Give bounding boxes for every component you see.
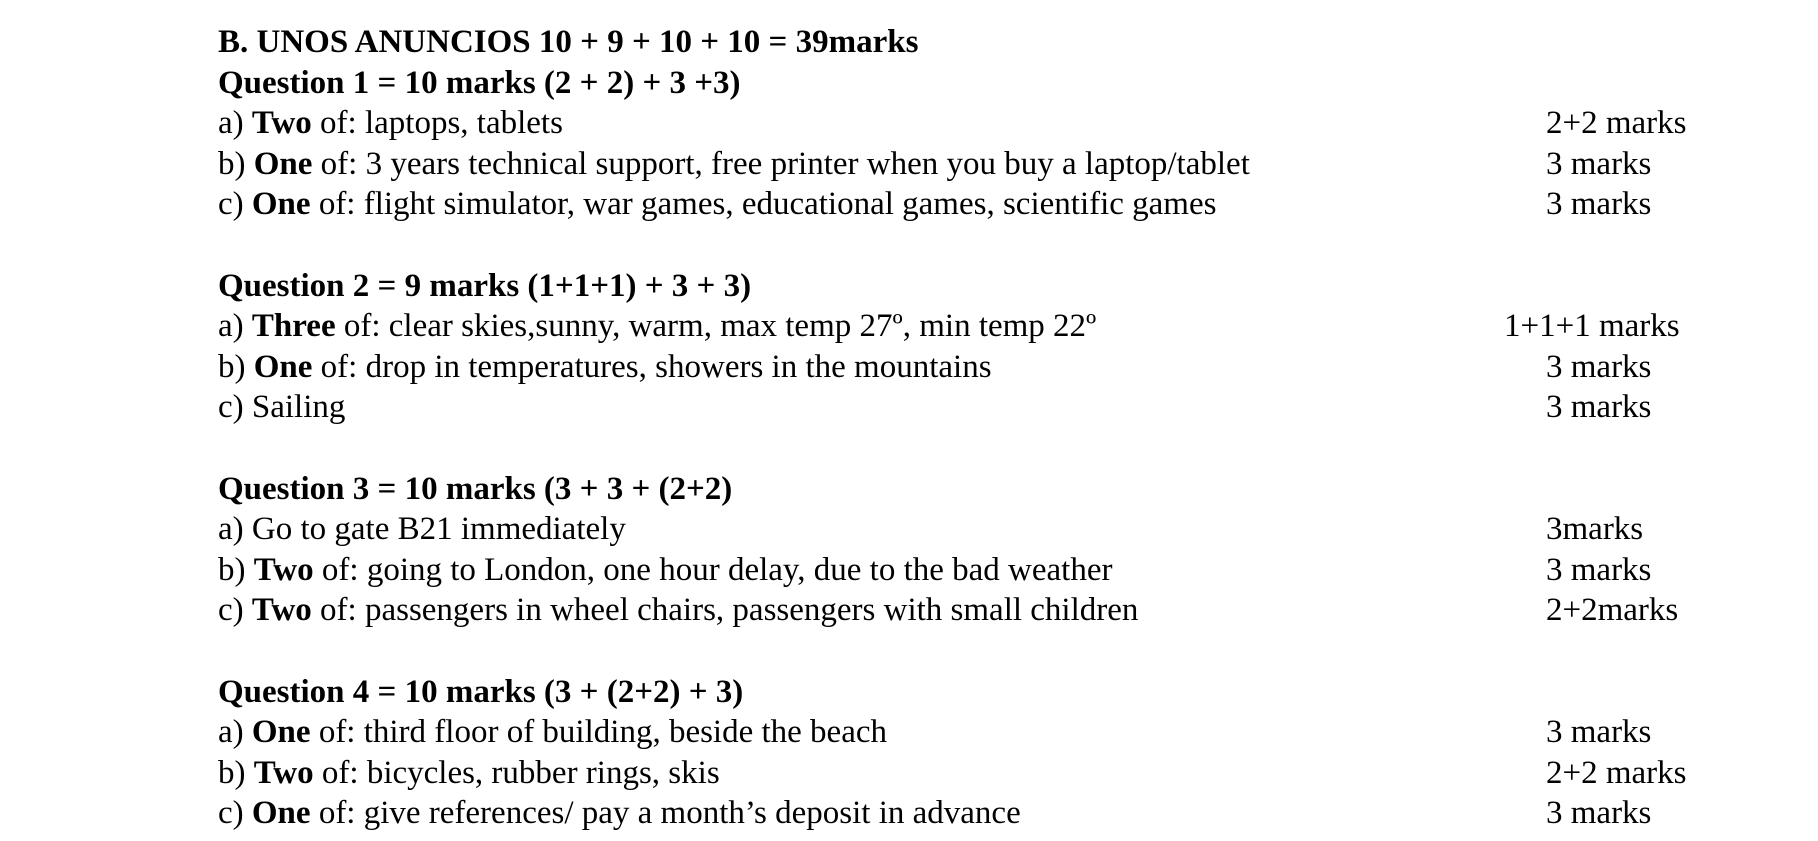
item-count: One bbox=[253, 348, 313, 385]
item-count: Two bbox=[253, 754, 314, 791]
item-prefix: c) bbox=[218, 795, 252, 832]
item-text: of: drop in temperatures, showers in the mountains bbox=[312, 348, 992, 385]
question-3-item-a bbox=[218, 509, 1698, 550]
item-marks: 3 marks bbox=[1546, 551, 1652, 588]
item-count: Two bbox=[251, 105, 312, 142]
item-prefix: b) bbox=[218, 754, 254, 791]
item-marks: 3 marks bbox=[1546, 714, 1652, 751]
item-count: Two bbox=[251, 592, 312, 629]
item-marks: 2+2 marks bbox=[1546, 105, 1687, 142]
item-count: One bbox=[253, 145, 313, 182]
item-prefix: a) bbox=[218, 105, 252, 142]
item-prefix: b) bbox=[218, 551, 254, 588]
item-text: of: clear skies,sunny, warm, max temp 27º, min temp 22º bbox=[335, 308, 1097, 345]
item-text: Sailing bbox=[251, 389, 346, 426]
item-prefix: b) bbox=[218, 145, 254, 182]
question-2-item-c bbox=[218, 387, 1698, 428]
item-count: One bbox=[251, 795, 311, 832]
question-1-item-c bbox=[218, 184, 1698, 225]
item-marks: 3 marks bbox=[1546, 795, 1652, 832]
item-marks: 3 marks bbox=[1546, 389, 1652, 426]
item-marks: 3 marks bbox=[1546, 186, 1652, 223]
item-text: of: flight simulator, war games, educational games, scientific games bbox=[310, 186, 1217, 223]
item-marks: 1+1+1 marks bbox=[1504, 308, 1680, 345]
marking-scheme-document bbox=[218, 22, 1698, 834]
question-2-item-b bbox=[218, 347, 1698, 388]
item-text: of: give references/ pay a month’s deposit in advance bbox=[310, 795, 1021, 832]
question-4-item-b bbox=[218, 753, 1698, 794]
question-4-item-c bbox=[218, 793, 1698, 834]
item-marks: 3 marks bbox=[1546, 348, 1652, 385]
item-count: One bbox=[251, 186, 311, 223]
spacer bbox=[218, 631, 1698, 672]
question-2-heading: Question 2 = 9 marks (1+1+1) + 3 + 3) bbox=[218, 267, 752, 304]
item-marks: 2+2marks bbox=[1546, 592, 1679, 629]
question-4-item-a bbox=[218, 712, 1698, 753]
item-text: Go to gate B21 immediately bbox=[251, 511, 626, 548]
item-prefix: c) bbox=[218, 389, 252, 426]
item-count: Three bbox=[251, 308, 336, 345]
question-3-heading: Question 3 = 10 marks (3 + 3 + (2+2) bbox=[218, 470, 733, 507]
question-4-heading: Question 4 = 10 marks (3 + (2+2) + 3) bbox=[218, 673, 744, 710]
question-3-item-c bbox=[218, 590, 1698, 631]
item-prefix: c) bbox=[218, 592, 252, 629]
item-text: of: going to London, one hour delay, due to the bad weather bbox=[313, 551, 1113, 588]
item-text: of: laptops, tablets bbox=[311, 105, 563, 142]
item-count: Two bbox=[253, 551, 314, 588]
section-title: B. UNOS ANUNCIOS 10 + 9 + 10 + 10 = 39marks bbox=[218, 24, 919, 60]
item-marks: 2+2 marks bbox=[1546, 754, 1687, 791]
item-text: of: third floor of building, beside the beach bbox=[310, 714, 887, 751]
question-1-heading: Question 1 = 10 marks (2 + 2) + 3 +3) bbox=[218, 64, 741, 101]
item-prefix: a) bbox=[218, 511, 252, 548]
question-1-item-b bbox=[218, 144, 1698, 185]
item-marks: 3 marks bbox=[1546, 145, 1652, 182]
item-text: of: 3 years technical support, free printer when you buy a laptop/tablet bbox=[312, 145, 1250, 182]
spacer bbox=[218, 225, 1698, 266]
spacer bbox=[218, 428, 1698, 469]
question-2-item-a bbox=[218, 306, 1698, 347]
item-prefix: a) bbox=[218, 714, 252, 751]
question-3-item-b bbox=[218, 550, 1698, 591]
item-text: of: bicycles, rubber rings, skis bbox=[313, 754, 720, 791]
item-marks: 3marks bbox=[1546, 511, 1644, 548]
item-text: of: passengers in wheel chairs, passengers with small children bbox=[311, 592, 1139, 629]
item-prefix: c) bbox=[218, 186, 252, 223]
question-1-item-a bbox=[218, 103, 1698, 144]
item-prefix: b) bbox=[218, 348, 254, 385]
item-count: One bbox=[251, 714, 311, 751]
item-prefix: a) bbox=[218, 308, 252, 345]
